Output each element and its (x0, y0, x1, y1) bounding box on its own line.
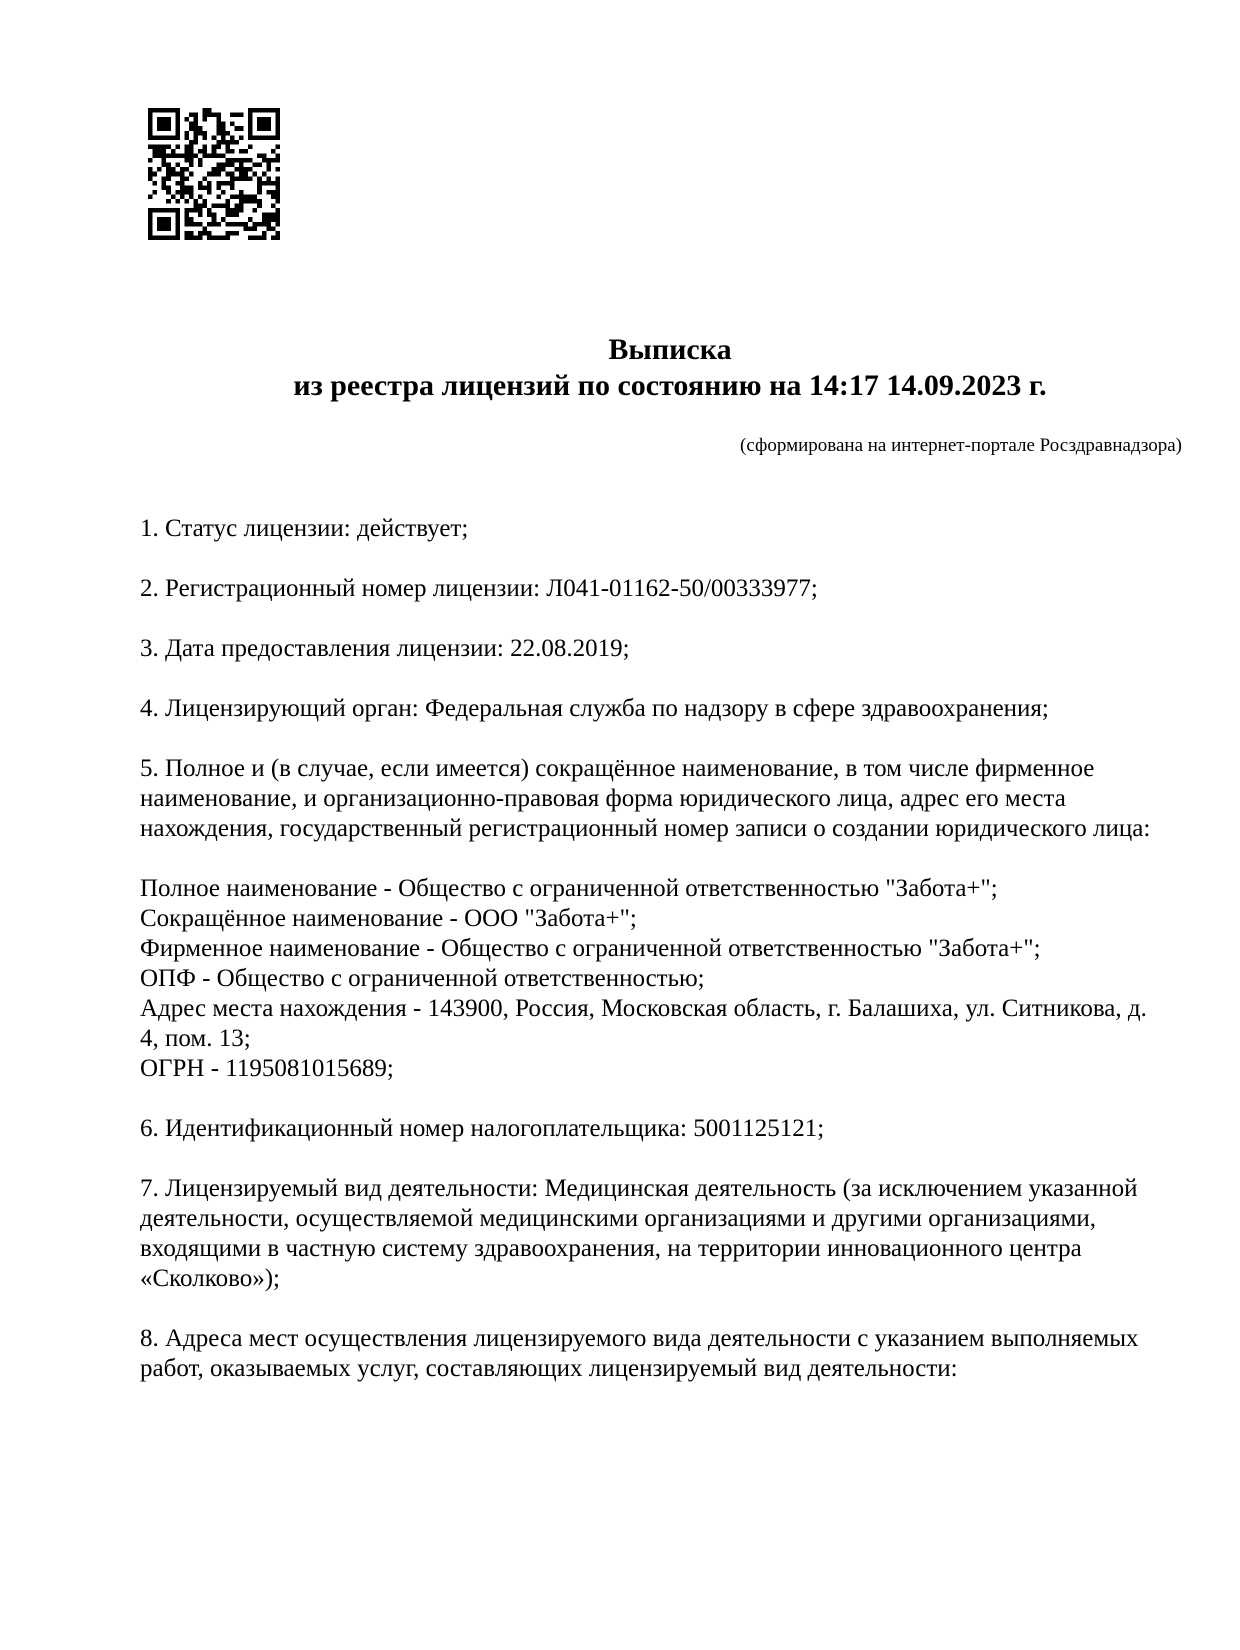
text-line: 8. Адреса мест осуществления лицензируемого вида деятельности с указанием выполняемых (140, 1325, 1139, 1352)
text-line: 2. Регистрационный номер лицензии: Л041-01162-50/00333977; (140, 575, 818, 602)
paragraph-7 (140, 1114, 1220, 1144)
paragraph-6 (140, 874, 1220, 1084)
text-line: ОГРН - 1195081015689; (140, 1055, 394, 1082)
text-line: 1. Статус лицензии: действует; (140, 515, 469, 542)
text-line: 3. Дата предоставления лицензии: 22.08.2019; (140, 635, 630, 662)
paragraph-8 (140, 1174, 1220, 1294)
text-line: Адрес места нахождения - 143900, Россия, Московская область, г. Балашиха, ул. Ситникова, д. (140, 995, 1147, 1022)
document-body (140, 514, 1220, 1384)
text-line: 6. Идентификационный номер налогоплательщика: 5001125121; (140, 1115, 825, 1142)
text-line: 7. Лицензируемый вид деятельности: Медицинская деятельность (за исключением указанной (140, 1175, 1138, 1202)
text-line: 4, пом. 13; (140, 1025, 251, 1052)
title-line-2: из реестра лицензий по состоянию на 14:17 14.09.2023 г. (293, 369, 1047, 402)
text-line: входящими в частную систему здравоохранения, на территории инновационного центра (140, 1235, 1082, 1262)
title-line-1: Выписка (608, 333, 732, 366)
text-line: 5. Полное и (в случае, если имеется) сокращённое наименование, в том числе фирменное (140, 755, 1095, 782)
paragraph-2 (140, 574, 1220, 604)
document-subtitle: (сформирована на интернет-портале Росздравнадзора) (740, 435, 1182, 456)
paragraph-4 (140, 694, 1220, 724)
text-line: работ, оказываемых услуг, составляющих лицензируемый вид деятельности: (140, 1355, 958, 1382)
qr-code-icon (148, 108, 280, 240)
text-line: Полное наименование - Общество с ограниченной ответственностью "Забота+"; (140, 875, 998, 902)
text-line: «Сколково»); (140, 1265, 280, 1292)
text-line: нахождения, государственный регистрационный номер записи о создании юридического лица: (140, 815, 1151, 842)
paragraph-5 (140, 754, 1220, 844)
paragraph-1 (140, 514, 1220, 544)
text-line: наименование, и организационно-правовая форма юридического лица, адрес его места (140, 785, 1066, 812)
text-line: деятельности, осуществляемой медицинскими организациями и другими организациями, (140, 1205, 1097, 1232)
text-line: ОПФ - Общество с ограниченной ответственностью; (140, 965, 705, 992)
paragraph-3 (140, 634, 1220, 664)
text-line: Фирменное наименование - Общество с ограниченной ответственностью "Забота+"; (140, 935, 1041, 962)
text-line: 4. Лицензирующий орган: Федеральная служба по надзору в сфере здравоохранения; (140, 695, 1049, 722)
text-line: Сокращённое наименование - ООО "Забота+"; (140, 905, 637, 932)
paragraph-9 (140, 1324, 1220, 1384)
